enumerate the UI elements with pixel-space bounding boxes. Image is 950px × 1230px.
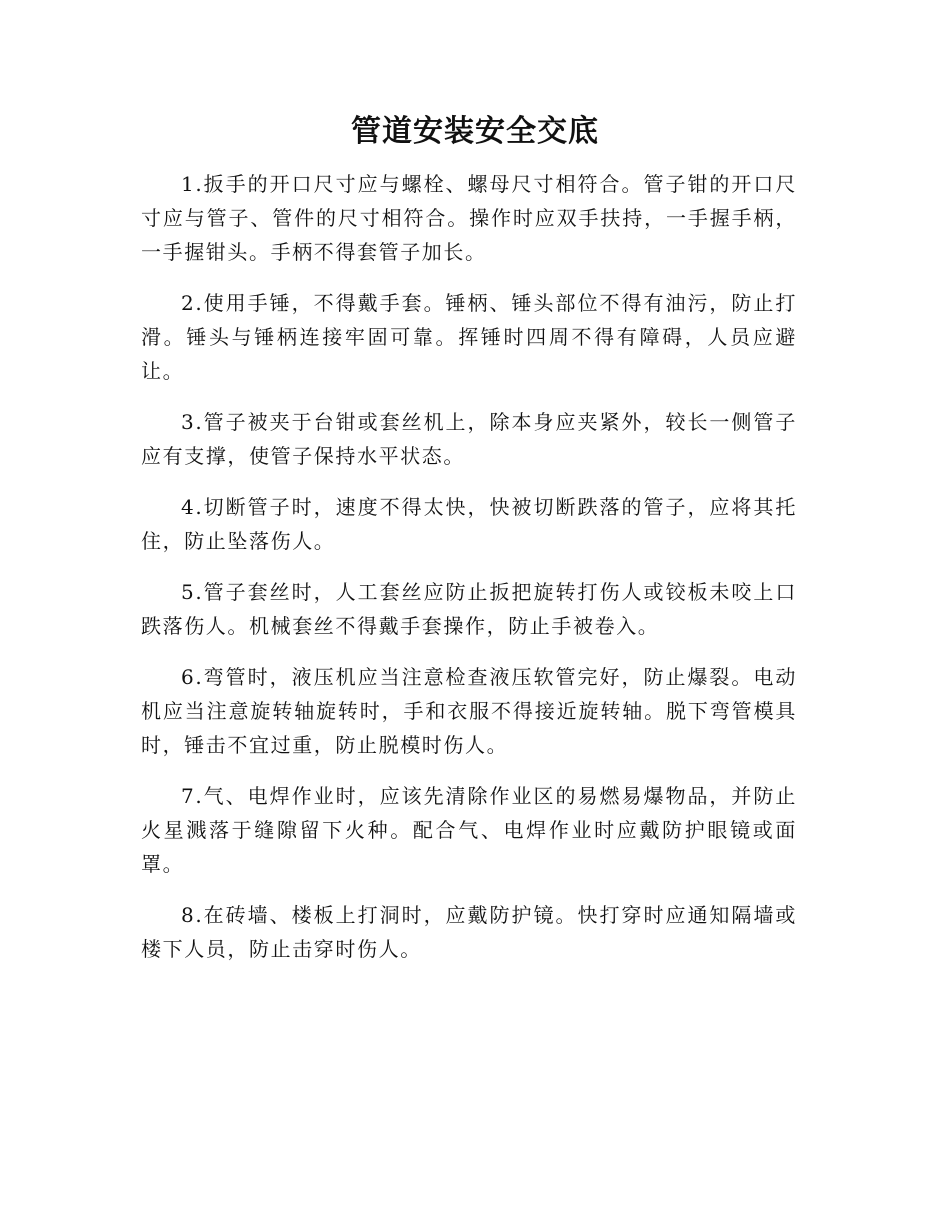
paragraph-5: 5.管子套丝时，人工套丝应防止扳把旋转打伤人或铰板未咬上口跌落伤人。机械套丝不得戴手套操作，防止手被卷入。 [141, 580, 797, 638]
paragraph-7: 7.气、电焊作业时，应该先清除作业区的易燃易爆物品，并防止火星溅落于缝隙留下火种。配合气、电焊作业时应戴防护眼镜或面罩。 [141, 784, 797, 876]
paragraph-1: 1.扳手的开口尺寸应与螺栓、螺母尺寸相符合。管子钳的开口尺寸应与管子、管件的尺寸相符合。操作时应双手扶持，一手握手柄，一手握钳头。手柄不得套管子加长。 [141, 172, 797, 264]
paragraph-2: 2.使用手锤，不得戴手套。锤柄、锤头部位不得有油污，防止打滑。锤头与锤柄连接牢固可靠。挥锤时四周不得有障碍，人员应避让。 [141, 291, 797, 383]
document-title: 管道安装安全交底 [351, 114, 599, 149]
paragraph-4: 4.切断管子时，速度不得太快，快被切断跌落的管子，应将其托住，防止坠落伤人。 [141, 495, 797, 553]
paragraph-6: 6.弯管时，液压机应当注意检查液压软管完好，防止爆裂。电动机应当注意旋转轴旋转时，手和衣服不得接近旋转轴。脱下弯管模具时，锤击不宜过重，防止脱模时伤人。 [141, 665, 797, 757]
paragraph-8: 8.在砖墙、楼板上打洞时，应戴防护镜。快打穿时应通知隔墙或楼下人员，防止击穿时伤人。 [141, 903, 797, 961]
document-body [141, 167, 797, 983]
paragraph-3: 3.管子被夹于台钳或套丝机上，除本身应夹紧外，较长一侧管子应有支撑，使管子保持水平状态。 [141, 410, 797, 468]
